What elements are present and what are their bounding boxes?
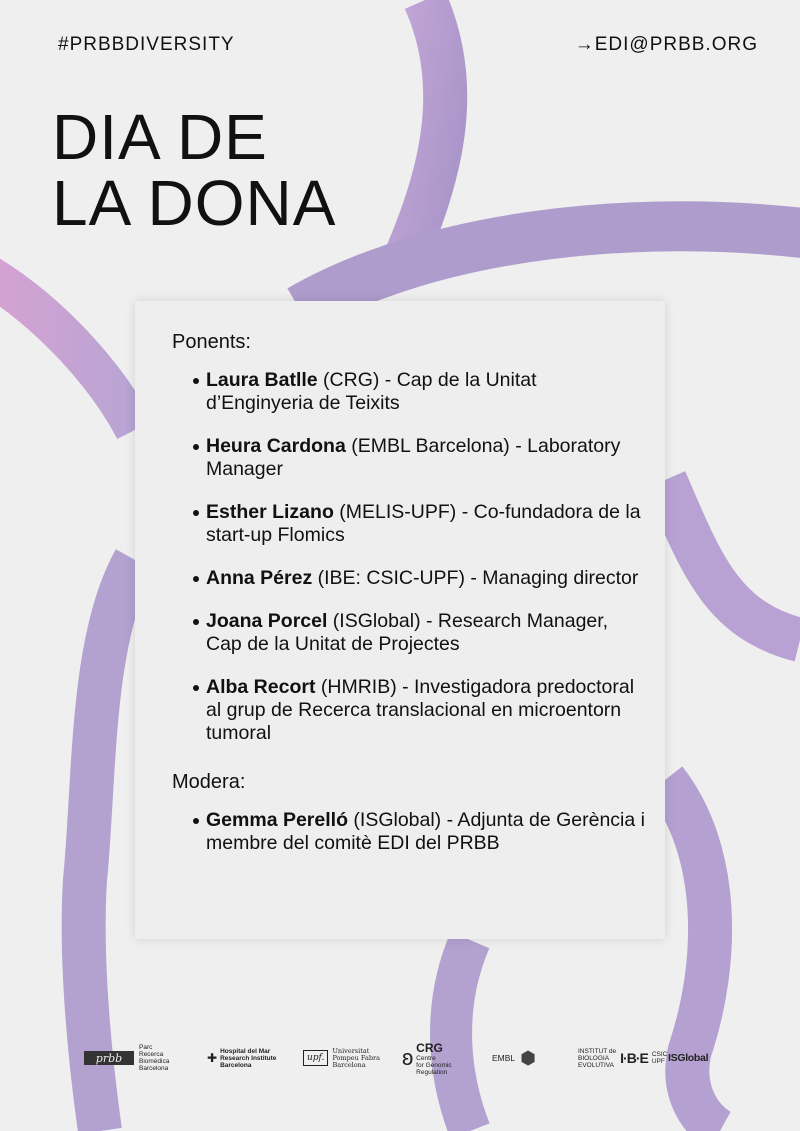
upf-logo (303, 1040, 380, 1076)
speakers-list (172, 369, 645, 745)
upf-mark: upf. (303, 1050, 328, 1066)
email-link[interactable]: →EDI@PRBB.ORG (574, 34, 758, 55)
moderator-name: Gemma Perelló (206, 809, 348, 831)
hospital-del-mar-logo (207, 1040, 276, 1076)
speaker-name: Alba Recort (206, 676, 316, 698)
hashtag-text: #PRBBDIVERSITY (58, 34, 235, 55)
upf-logo-text: Universitat Pompeu Fabra Barcelona (332, 1046, 380, 1069)
speaker-name: Joana Porcel (206, 610, 328, 632)
crg-logo (402, 1040, 452, 1076)
ribbon-lower-mid (451, 940, 470, 1131)
speaker-item (172, 567, 645, 590)
speaker-detail: (MELIS-UPF) - Co-fundadora de la start-up Flomics (206, 501, 641, 546)
ibe-mark: I·B·E (620, 1050, 648, 1066)
speaker-item (172, 435, 645, 481)
speaker-name: Heura Cardona (206, 435, 346, 457)
speaker-detail: (EMBL Barcelona) - Laboratory Manager (206, 435, 621, 480)
partner-logos (0, 1040, 800, 1080)
speaker-name: Esther Lizano (206, 501, 334, 523)
speaker-name: Anna Pérez (206, 567, 313, 589)
speaker-detail: (CRG) - Cap de la Unitat d’Enginyeria de Teixits (206, 369, 537, 414)
hospital-del-mar-text: Hospital del Mar Research Institute Barcelona (220, 1047, 277, 1069)
prbb-mark: prbb (84, 1051, 134, 1065)
page-title (52, 101, 337, 239)
title-line-2: LA DONA (52, 167, 337, 239)
ibe-logo-text: INSTITUT de BIOLOGIA EVOLUTIVA (578, 1047, 617, 1069)
speaker-detail: (ISGlobal) - Research Manager, Cap de la Unitat de Projectes (206, 610, 609, 655)
ribbon-left (0, 270, 135, 430)
cross-icon: ✚ (207, 1051, 218, 1065)
speaker-item (172, 369, 645, 415)
title-line-1: DIA DE (52, 101, 268, 173)
speaker-item (172, 610, 645, 656)
speaker-detail: (IBE: CSIC-UPF) - Managing director (312, 567, 639, 589)
moderator-list (172, 809, 645, 855)
moderator-detail: (ISGlobal) - Adjunta de Gerència i membre del comitè EDI del PRBB (206, 809, 645, 854)
speakers-card (135, 301, 665, 939)
embl-dots-icon: ⬢ (520, 1047, 536, 1068)
crg-name: CRG (416, 1040, 443, 1055)
moderator-label: Modera: (172, 771, 246, 793)
speaker-item (172, 676, 645, 745)
isglobal-logo (668, 1040, 708, 1076)
speakers-label: Ponents: (172, 331, 251, 353)
prbb-logo (84, 1040, 169, 1076)
speaker-name: Laura Batlle (206, 369, 318, 391)
embl-text: EMBL (492, 1053, 516, 1063)
embl-logo (492, 1040, 536, 1076)
speaker-detail: (HMRIB) - Investigadora predoctoral al grup de Recerca translacional en microentorn tumoral (206, 676, 635, 744)
ibe-sub-text: CSIC UPF (651, 1051, 668, 1065)
ibe-logo (578, 1040, 667, 1076)
ribbon-arc-upper (300, 226, 800, 310)
isglobal-text: ISGlobal (668, 1052, 709, 1064)
crg-logo-text: Centre for Genomic Regulation (416, 1054, 452, 1076)
crg-symbol-icon: ʚ (402, 1045, 414, 1070)
speaker-item (172, 501, 645, 547)
prbb-logo-text: Parc Recerca Biomèdica Barcelona (139, 1044, 170, 1072)
moderator-item (172, 809, 645, 855)
ribbon-right-mid (665, 480, 800, 640)
